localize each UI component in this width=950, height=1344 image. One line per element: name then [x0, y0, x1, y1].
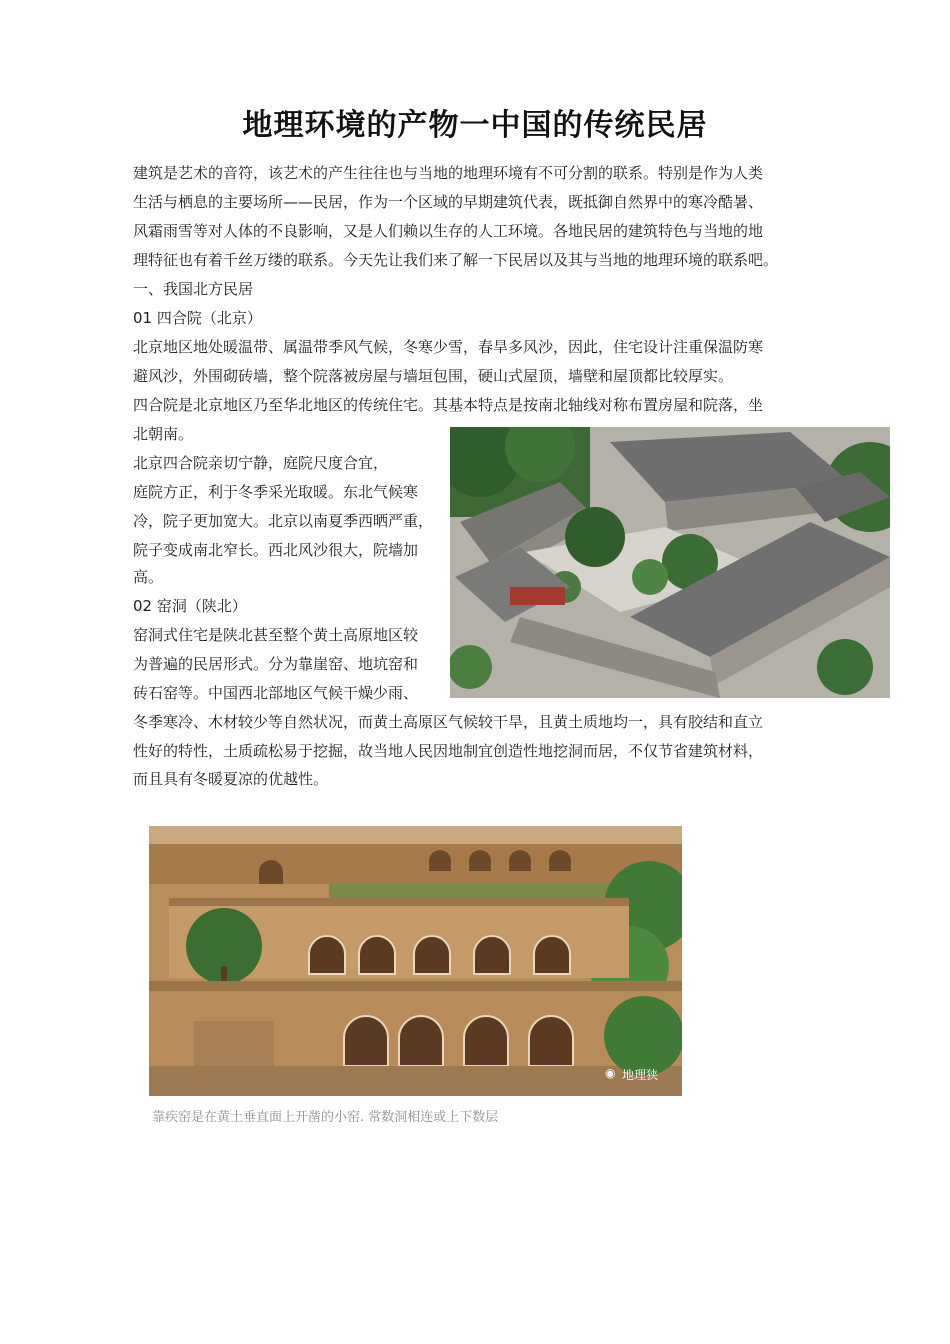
- yaodong-line-5: 性好的特性，土质疏松易于挖掘，故当地人民因地制宜创造性地挖洞而居，不仅节省建筑材料，: [133, 742, 764, 760]
- page-title: 地理环境的产物一中国的传统民居: [242, 108, 708, 143]
- subheading-yaodong: 02 窑洞（陕北）: [133, 597, 247, 615]
- yaodong-line-1: 窑洞式住宅是陕北甚至整个黄土高原地区较: [133, 626, 419, 644]
- siheyuan-line-7: 冷，院子更加宽大。北京以南夏季西晒严重，: [133, 512, 434, 530]
- siheyuan-line-9: 高。: [133, 568, 164, 586]
- yaodong-line-3: 砖石窑等。中国西北部地区气候干燥少雨、: [133, 684, 419, 702]
- intro-line-2: 生活与栖息的主要场所——民居，作为一个区域的早期建筑代表，既抵御自然界中的寒冷酷暑、: [133, 193, 764, 211]
- intro-line-1: 建筑是艺术的音符，该艺术的产生往往也与当地的地理环境有不可分割的联系。特别是作为人类: [133, 164, 764, 182]
- intro-line-4: 理特征也有着千丝万缕的联系。今天先让我们来了解一下民居以及其与当地的地理环境的联系吧。: [133, 251, 779, 269]
- siheyuan-line-3: 四合院是北京地区乃至华北地区的传统住宅。其基本特点是按南北轴线对称布置房屋和院落，坐: [133, 396, 764, 414]
- intro-line-3: 风霜雨雪等对人体的不良影响，又是人们赖以生存的人工环境。各地民居的建筑特色与当地的地: [133, 222, 764, 240]
- siheyuan-line-5: 北京四合院亲切宁静，庭院尺度合宜，: [133, 454, 389, 472]
- figure-caption: 靠疾窑是在黄土垂直面上开凿的小窑. 常数洞相连或上下数层: [152, 1110, 499, 1125]
- siheyuan-line-6: 庭院方正，利于冬季采光取暖。东北气候寒: [133, 483, 419, 501]
- siheyuan-photo: [450, 427, 890, 698]
- yaodong-photo: [149, 826, 682, 1096]
- yaodong-line-6: 而且具有冬暖夏凉的优越性。: [133, 770, 329, 788]
- yaodong-line-2: 为普遍的民居形式。分为靠崖窑、地坑窑和: [133, 655, 419, 673]
- section-heading-north: 一、我国北方民居: [133, 280, 254, 298]
- watermark-wechat-icon: ◉: [605, 1066, 616, 1080]
- siheyuan-line-1: 北京地区地处暖温带、属温带季风气候，冬寒少雪，春旱多风沙，因此，住宅设计注重保温防寒: [133, 338, 764, 356]
- subheading-siheyuan: 01 四合院（北京）: [133, 309, 262, 327]
- photo-watermark: 地理狭: [622, 1068, 659, 1082]
- siheyuan-line-2: 避风沙，外围砌砖墙，整个院落被房屋与墙垣包围，硬山式屋顶，墙壁和屋顶都比较厚实。: [133, 367, 734, 385]
- siheyuan-line-4: 北朝南。: [133, 425, 194, 443]
- siheyuan-line-8: 院子变成南北窄长。西北风沙很大，院墙加: [133, 541, 419, 559]
- yaodong-line-4: 冬季寒冷、木材较少等自然状况，而黄土高原区气候较干旱，且黄土质地均一，具有胶结和直立: [133, 713, 764, 731]
